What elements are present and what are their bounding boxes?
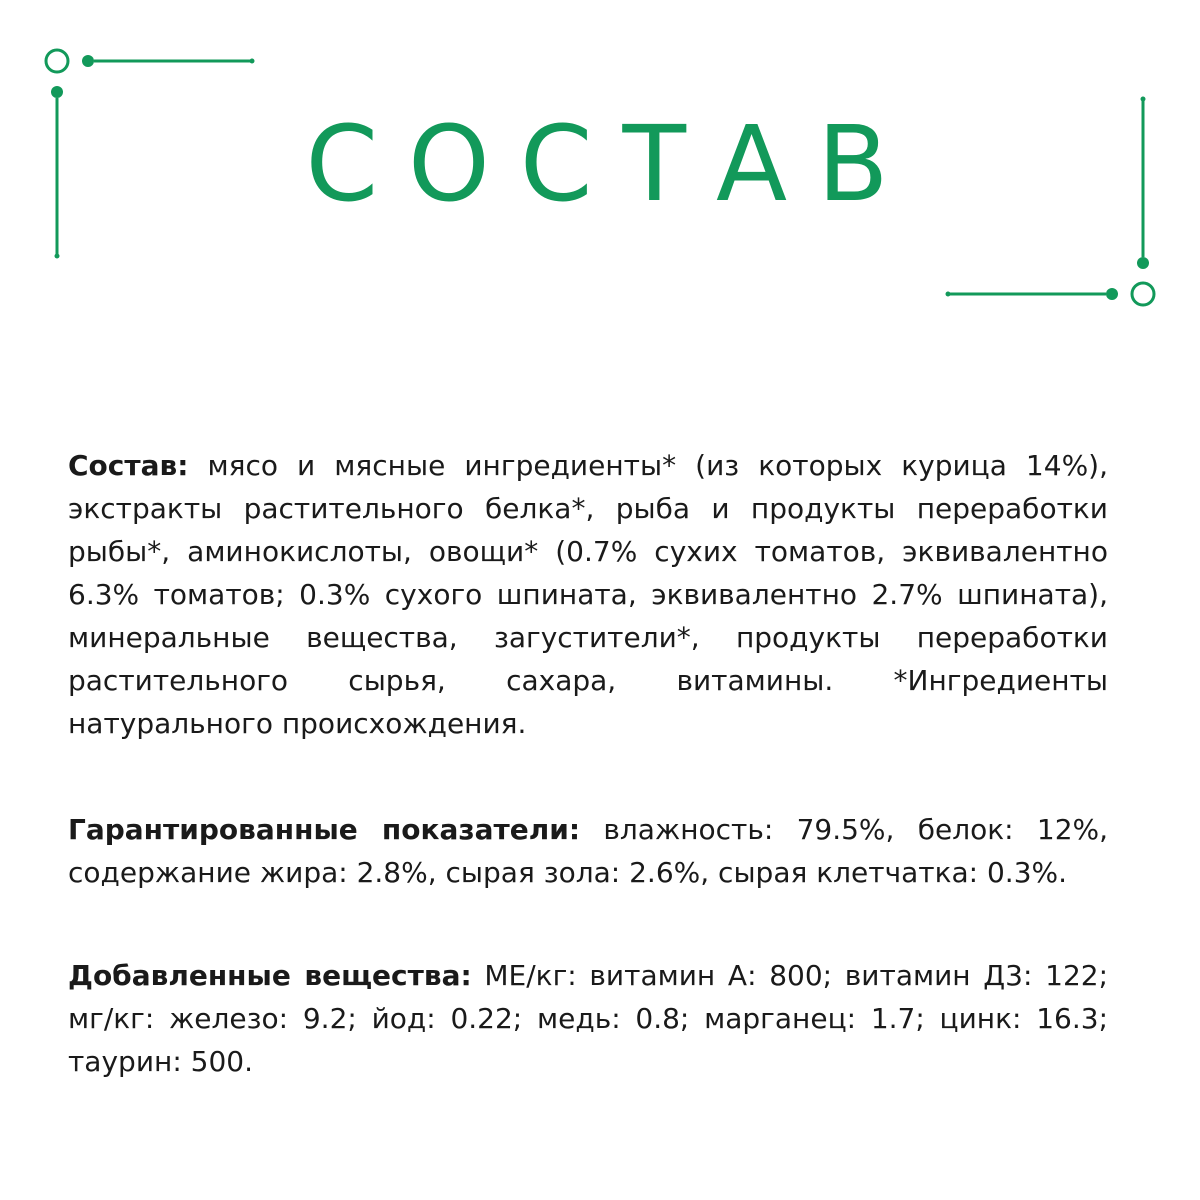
guaranteed-analysis-paragraph [68, 808, 1108, 894]
page-title: СОСТАВ [305, 103, 919, 225]
guaranteed-analysis-text: влажность: 79.5%, белок: 12%, содержание жира: 2.8%, сырая зола: 2.6%, сырая клетчатка: 0.3%. [68, 813, 1109, 889]
line-end-dot [55, 254, 60, 259]
dot-icon [1137, 257, 1149, 269]
dot-icon [51, 86, 63, 98]
guaranteed-analysis-label: Гарантированные показатели: [68, 813, 581, 846]
composition-label: Состав: [68, 449, 189, 482]
dot-icon [1106, 288, 1118, 300]
dot-icon [82, 55, 94, 67]
composition-paragraph [68, 444, 1108, 745]
additives-label: Добавленные вещества: [68, 959, 472, 992]
line-end-dot [250, 59, 255, 64]
ring-icon [46, 50, 68, 72]
additives-text: МЕ/кг: витамин А: 800; витамин Д3: 122; мг/кг: железо: 9.2; йод: 0.22; медь: 0.8; марганец: 1.7; цинк: 16.3; таурин: 500. [68, 959, 1109, 1078]
composition-text: мясо и мясные ингредиенты* (из которых курица 14%), экстракты растительного белка*, рыба и продукты переработки рыбы*, аминокислоты, овощи* (0.7% сухих томатов, эквивалентно 6.3% томатов; 0.3% сухого шпината, эквивалентно 2.7% шпината), минеральные вещества, загустители*, продукты переработки растительного сырья, сахара, витамины. *Ингредиенты натурального происхождения. [68, 449, 1108, 740]
ring-icon [1132, 283, 1154, 305]
additives-paragraph [68, 954, 1108, 1083]
